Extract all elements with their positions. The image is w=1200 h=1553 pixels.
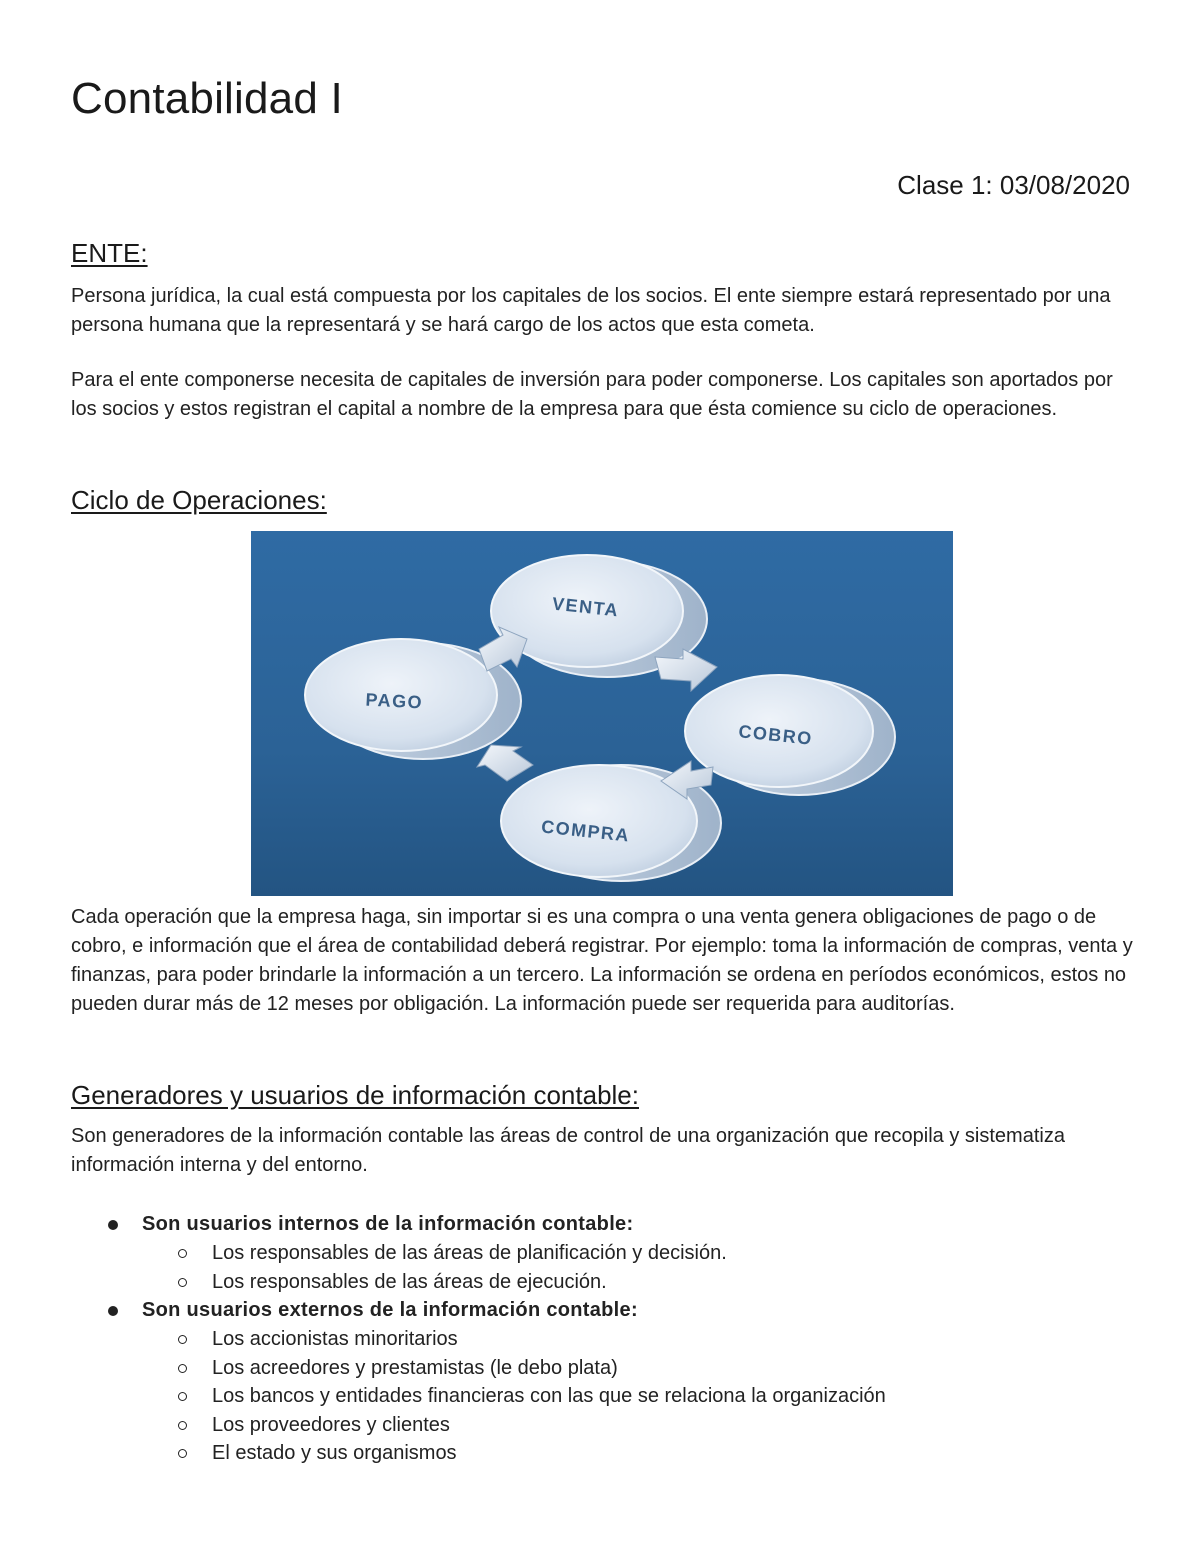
- list-item-text: Los responsables de las áreas de planificación y decisión.: [212, 1242, 727, 1264]
- circle-bullet-icon: [178, 1364, 187, 1373]
- list-item: [142, 1354, 1131, 1383]
- node-label-compra: COMPRA: [540, 816, 631, 846]
- internos-sublist: [142, 1239, 1131, 1296]
- ente-paragraph-2: Para el ente componerse necesita de capitales de inversión para poder componerse. Los capitales son aportados por los socios y estos registran el capital a nombre de la empresa para que ésta comience su ciclo de operaciones.: [71, 369, 1113, 420]
- heading-ente: ENTE:: [71, 238, 148, 268]
- list-item-text: Los bancos y entidades financieras con las que se relaciona la organización: [212, 1385, 886, 1407]
- document-title: Contabilidad I: [71, 74, 343, 123]
- ciclo-paragraph-1: Cada operación que la empresa haga, sin importar si es una compra o una venta genera obligaciones de pago o de cobro, e información que el área de contabilidad deberá registrar. Por ejemplo: toma la información de compras, venta y finanzas, para poder brindarle la información a un tercero. La información se ordena en períodos económicos, estos no pueden durar más de 12 meses por obligación. La información puede ser requerida para auditorías.: [71, 906, 1133, 1015]
- bullet-icon: [108, 1220, 118, 1230]
- list-item: [142, 1411, 1131, 1440]
- list-item: [142, 1382, 1131, 1411]
- circle-bullet-icon: [178, 1335, 187, 1344]
- usuarios-list: [71, 1210, 1131, 1468]
- list-item-text: Los proveedores y clientes: [212, 1413, 450, 1436]
- ente-paragraph-1: Persona jurídica, la cual está compuesta por los capitales de los socios. El ente siempre estará representado por una persona humana que la representará y se hará cargo de los actos que esta cometa.: [71, 285, 1111, 336]
- externos-label: Son usuarios externos de la información contable:: [142, 1299, 638, 1321]
- node-label-cobro: COBRO: [737, 721, 814, 749]
- heading-ciclo-operaciones: Ciclo de Operaciones:: [71, 485, 327, 515]
- operations-cycle-diagram: [251, 531, 953, 896]
- list-item-text: Los accionistas minoritarios: [212, 1328, 458, 1350]
- list-item: [142, 1325, 1131, 1354]
- list-item-internos: [71, 1210, 1131, 1296]
- circle-bullet-icon: [178, 1449, 187, 1458]
- node-label-pago: PAGO: [364, 689, 424, 713]
- externos-sublist: [142, 1325, 1131, 1468]
- circle-bullet-icon: [178, 1392, 187, 1401]
- internos-label: Son usuarios internos de la información contable:: [142, 1213, 634, 1235]
- list-item: [142, 1439, 1131, 1468]
- list-item-text: El estado y sus organismos: [212, 1442, 457, 1464]
- list-item-text: Los acreedores y prestamistas (le debo plata): [212, 1356, 618, 1379]
- generadores-paragraph-1: Son generadores de la información contable las áreas de control de una organización que recopila y sistematiza información interna y del entorno.: [71, 1125, 1065, 1176]
- bullet-icon: [108, 1306, 118, 1316]
- list-item-externos: [71, 1296, 1131, 1468]
- list-item: [142, 1268, 1131, 1297]
- node-label-venta: VENTA: [551, 593, 621, 621]
- circle-bullet-icon: [178, 1278, 187, 1287]
- list-item: [142, 1239, 1131, 1268]
- list-item-text: Los responsables de las áreas de ejecución.: [212, 1270, 607, 1293]
- class-date: Clase 1: 03/08/2020: [897, 170, 1130, 200]
- circle-bullet-icon: [178, 1421, 187, 1430]
- heading-generadores-usuarios: Generadores y usuarios de información contable:: [71, 1080, 639, 1110]
- circle-bullet-icon: [178, 1249, 187, 1258]
